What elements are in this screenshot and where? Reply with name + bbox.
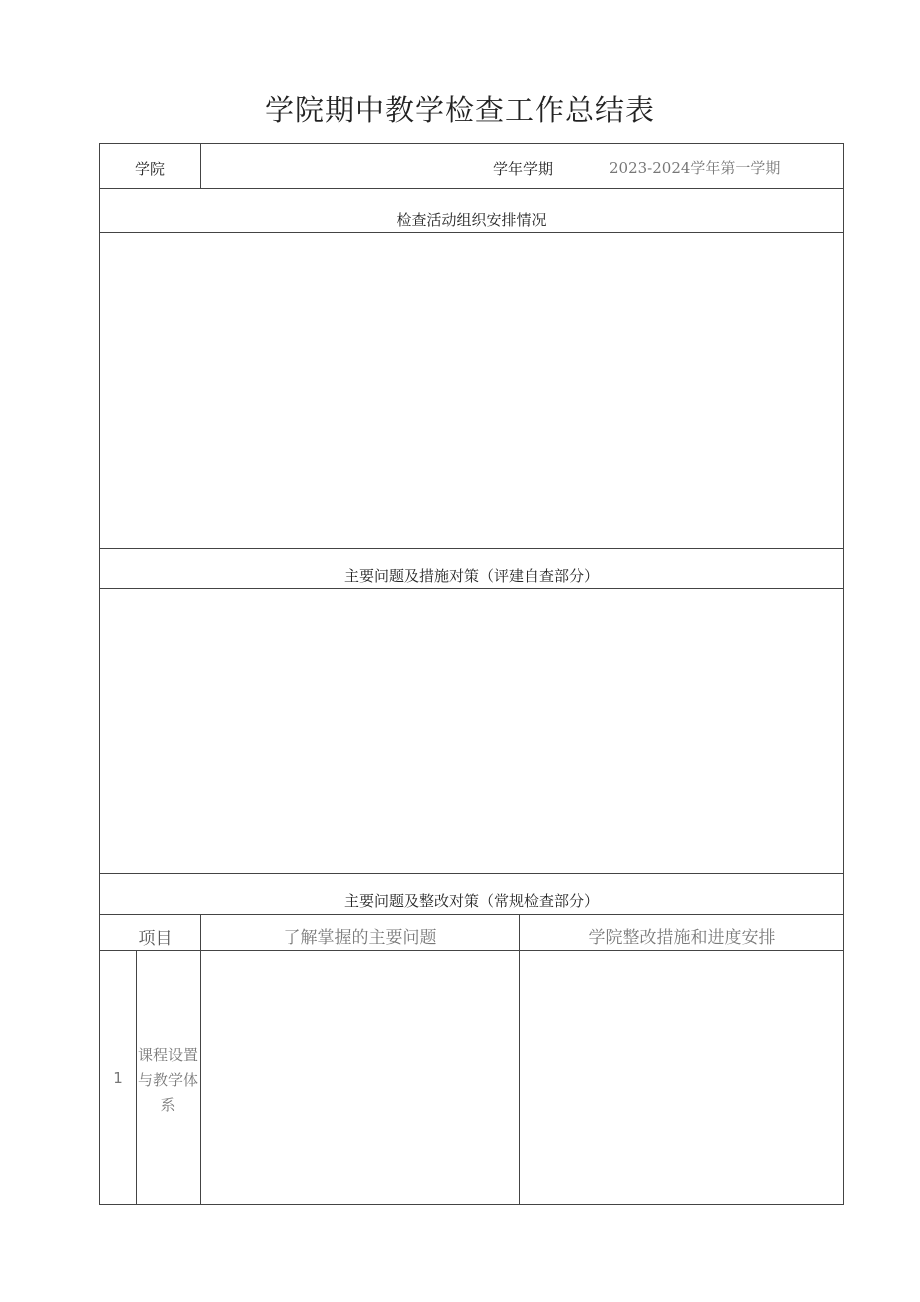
column-divider: [200, 143, 201, 188]
row-item-label-line: 系: [160, 1096, 176, 1114]
measures-cell[interactable]: [521, 952, 842, 1203]
column-header-measures: 学院整改措施和进度安排: [588, 928, 776, 948]
term-value: 2023-2024学年第一学期: [609, 159, 781, 177]
routine-section-heading: 主要问题及整改对策（常规检查部分）: [343, 892, 599, 910]
problems-cell[interactable]: [202, 952, 518, 1203]
row-number: 1: [113, 1069, 123, 1087]
column-header-problems: 了解掌握的主要问题: [283, 928, 437, 948]
row-item-label: [137, 1043, 199, 1118]
row-divider: [99, 588, 844, 589]
column-header-item: 项目: [138, 929, 173, 949]
college-label: 学院: [134, 160, 165, 178]
row-divider: [99, 548, 844, 549]
row-divider: [99, 232, 844, 233]
evaluation-section-heading: 主要问题及措施对策（评建自查部分）: [343, 567, 599, 585]
row-item-label-line: 课程设置: [137, 1046, 198, 1064]
evaluation-content-area[interactable]: [101, 590, 842, 871]
activity-content-area[interactable]: [101, 234, 842, 546]
row-divider: [99, 914, 844, 915]
activity-section-heading: 检查活动组织安排情况: [396, 211, 547, 229]
column-divider: [200, 914, 201, 1205]
column-divider: [519, 914, 520, 1205]
page-title: 学院期中教学检查工作总结表: [264, 93, 655, 127]
row-divider: [99, 950, 844, 951]
row-item-label-line: 与教学体: [137, 1071, 198, 1089]
row-divider: [99, 188, 844, 189]
row-divider: [99, 873, 844, 874]
term-label: 学年学期: [493, 160, 554, 178]
college-value-field[interactable]: [210, 158, 470, 178]
